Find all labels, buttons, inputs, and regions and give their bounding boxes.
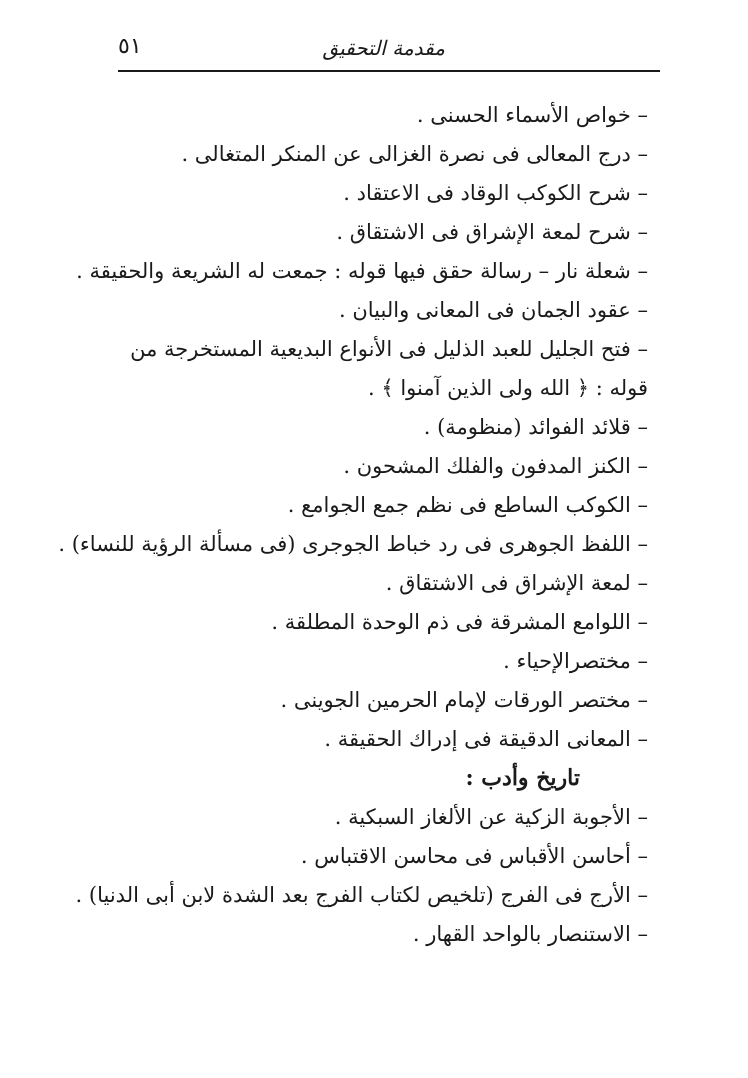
list-item: – أحاسن الأقباس فى محاسن الاقتباس . <box>300 844 648 868</box>
list-item: – مختصرالإحياء . <box>503 649 648 673</box>
list-item: – الاستنصار بالواحد القهار . <box>412 922 648 946</box>
list-item: – شعلة نار – رسالة حقق فيها قوله : جمعت له الشريعة والحقيقة . <box>76 259 648 283</box>
section-heading: تاريخ وأدب : <box>465 765 580 791</box>
list-item: – الكنز المدفون والفلك المشحون . <box>343 454 648 478</box>
list-item: – اللوامع المشرقة فى ذم الوحدة المطلقة . <box>271 610 648 634</box>
bibliography-list <box>58 96 648 954</box>
list-item: – الأرج فى الفرج (تلخيص لكتاب الفرج بعد الشدة لابن أبى الدنيا) . <box>75 883 648 907</box>
list-item: – الكوكب الساطع فى نظم جمع الجوامع . <box>287 493 648 517</box>
list-item: – قلائد الفوائد (منظومة) . <box>423 415 648 439</box>
list-item: – اللفظ الجوهرى فى رد خباط الجوجرى (فى مسألة الرؤية للنساء) . <box>58 532 648 556</box>
list-item: – خواص الأسماء الحسنى . <box>416 103 648 127</box>
list-item: – المعانى الدقيقة فى إدراك الحقيقة . <box>324 727 648 751</box>
list-item: – فتح الجليل للعبد الذليل فى الأنواع البديعية المستخرجة من قوله : ﴿ الله ولى الذين آمنوا ﴾ . <box>130 337 648 400</box>
list-item: – شرح لمعة الإشراق فى الاشتقاق . <box>336 220 648 244</box>
header-rule <box>118 70 660 72</box>
list-item: – درج المعالى فى نصرة الغزالى عن المنكر المتغالى . <box>181 142 648 166</box>
list-item: – عقود الجمان فى المعانى والبيان . <box>339 298 648 322</box>
list-item: – الأجوبة الزكية عن الألغاز السبكية . <box>334 805 648 829</box>
running-head-title: مقدمة التحقيق <box>322 36 445 60</box>
list-item: – شرح الكوكب الوقاد فى الاعتقاد . <box>343 181 648 205</box>
list-item: – لمعة الإشراق فى الاشتقاق . <box>385 571 648 595</box>
running-header <box>118 32 660 64</box>
list-item: – مختصر الورقات لإمام الحرمين الجوينى . <box>280 688 648 712</box>
page-number: ٥١ <box>118 34 142 59</box>
